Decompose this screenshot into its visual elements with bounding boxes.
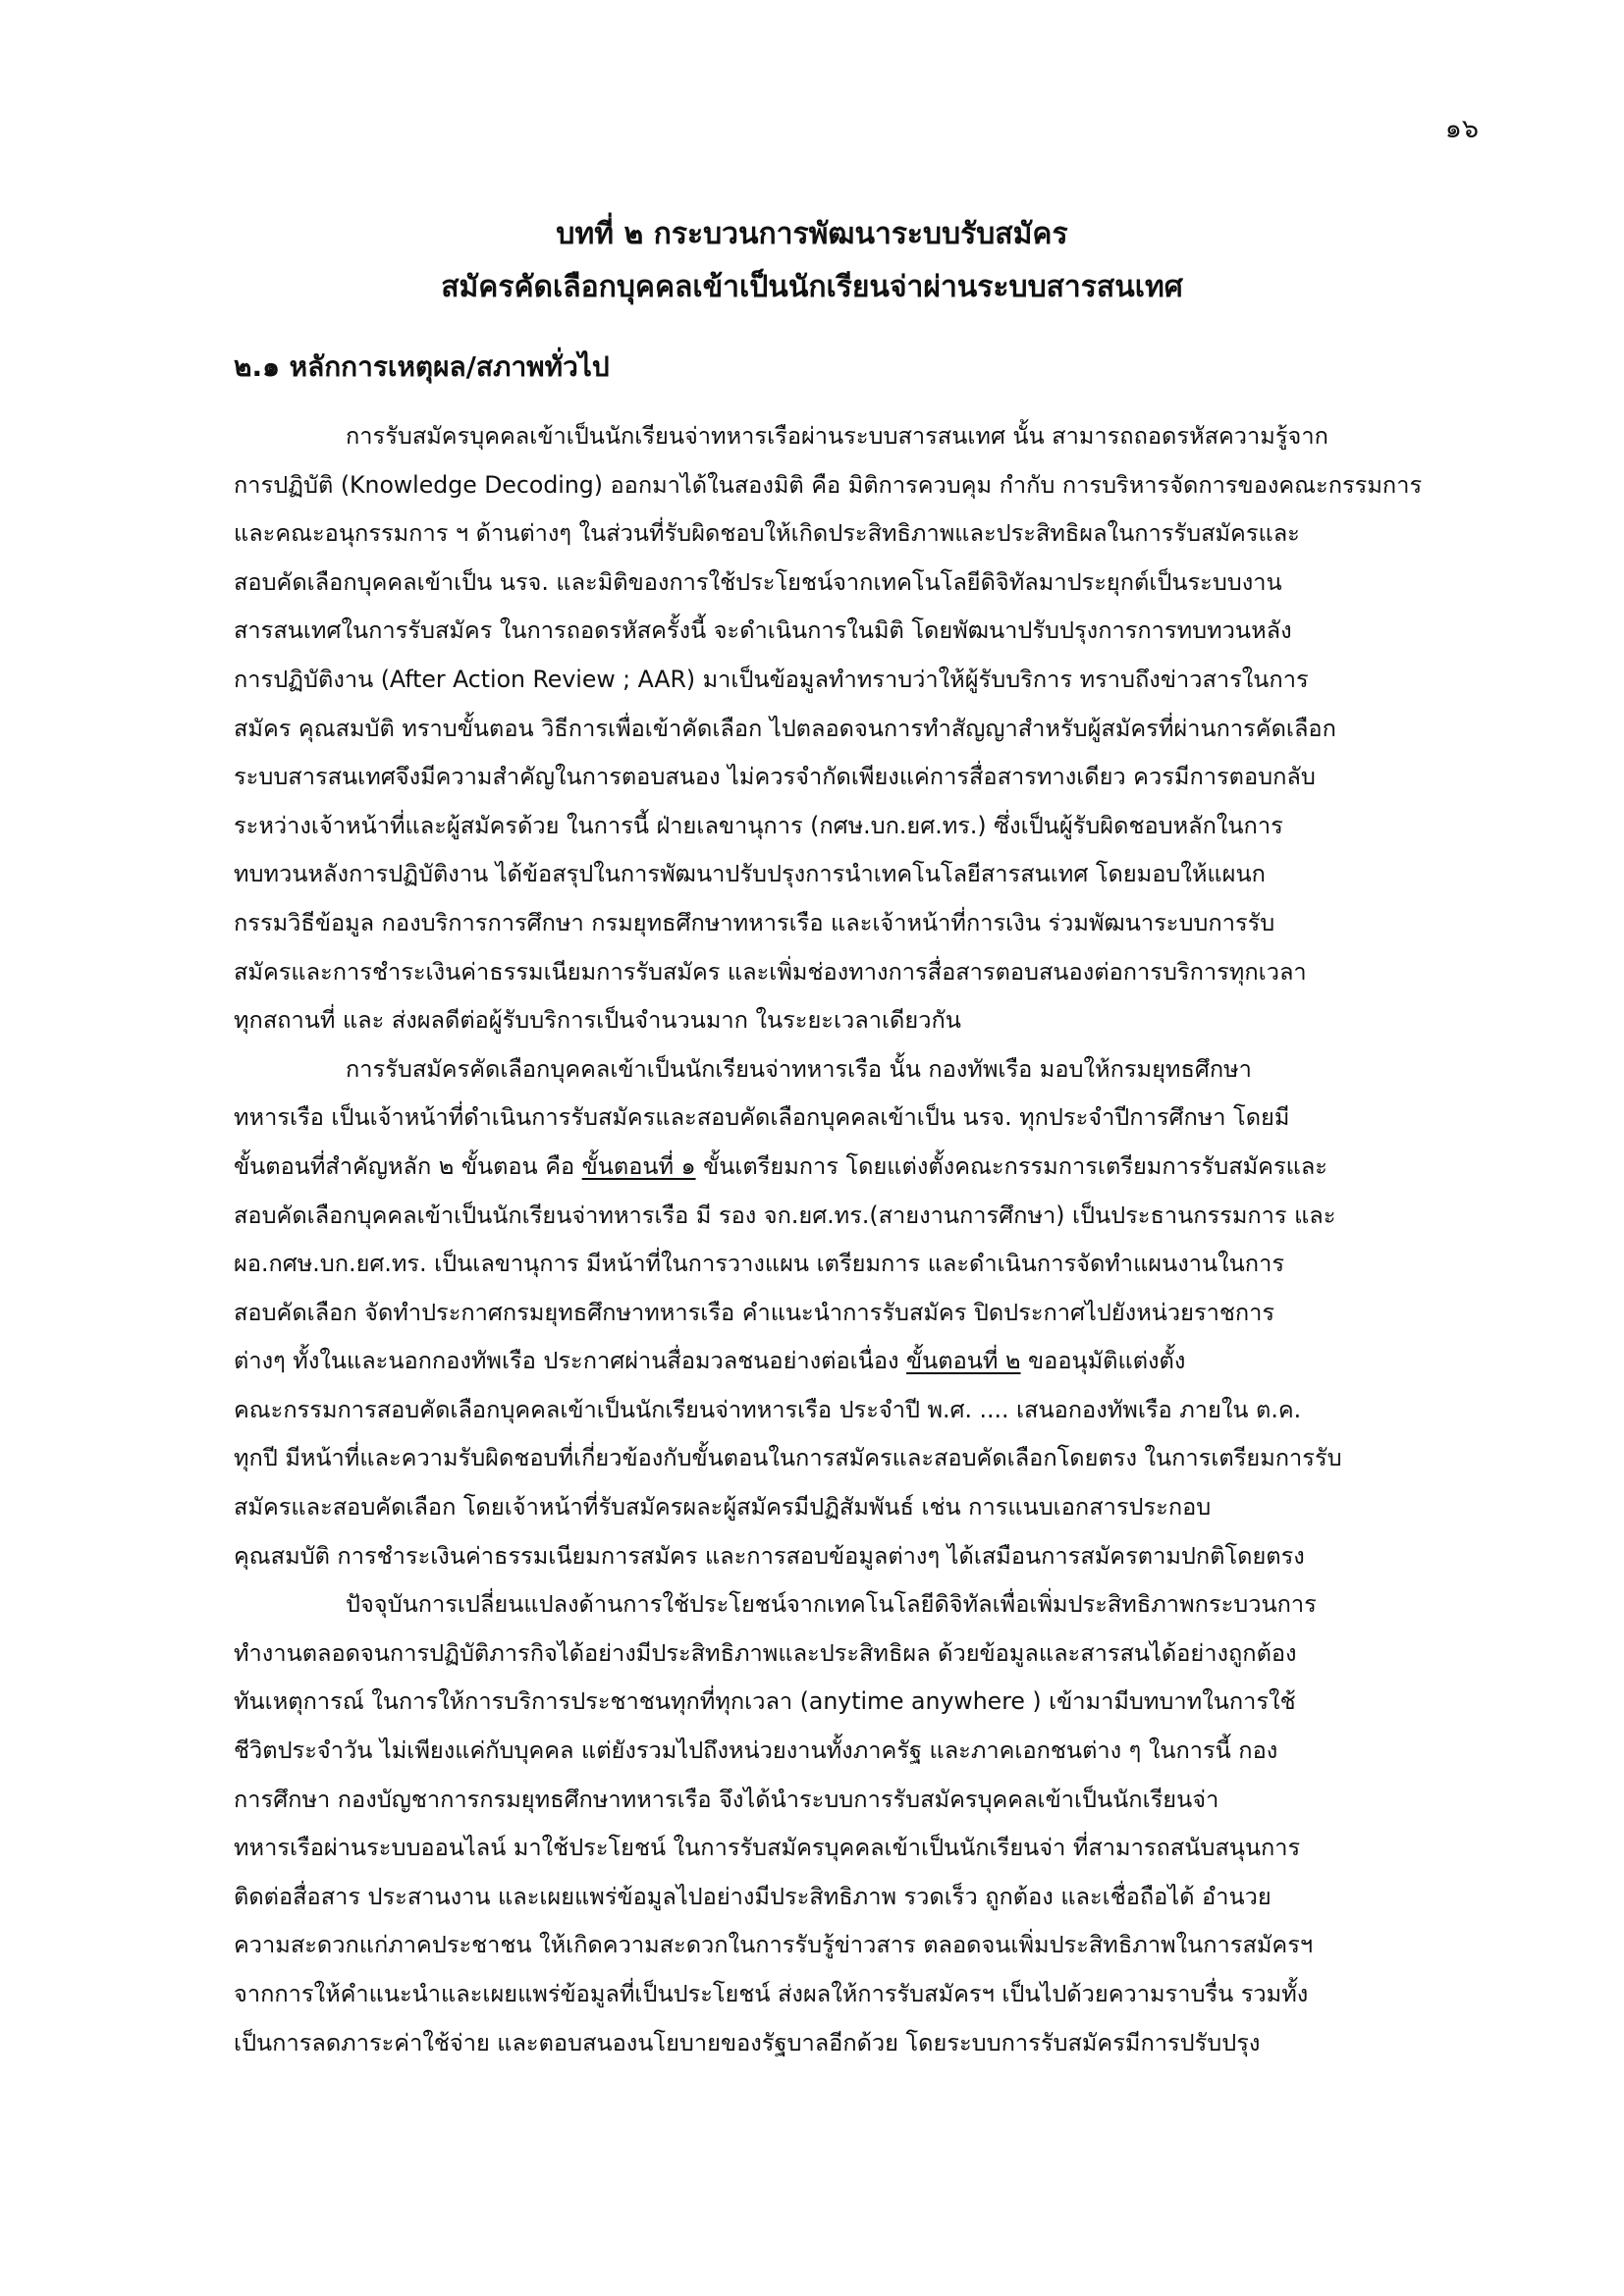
text-line [234, 1143, 1479, 1192]
text-line: ติดต่อสื่อสาร ประสานงาน และเผยแพร่ข้อมูลไปอย่างมีประสิทธิภาพ รวดเร็ว ถูกต้อง และเชื่อถือได้ อำนวย [234, 1882, 1272, 1910]
text-line [234, 1337, 1479, 1386]
text-line: ทำงานตลอดจนการปฏิบัติภารกิจได้อย่างมีประสิทธิภาพและประสิทธิผล ด้วยข้อมูลและสารสนได้อย่างถูกต้อง [234, 1638, 1297, 1667]
page-number: ๑๖ [1444, 114, 1479, 144]
text-line: ผอ.กศษ.บก.ยศ.ทร. เป็นเลขานุการ มีหน้าที่ในการวางแผน เตรียมการ และดำเนินการจัดทำแผนงานในการ [234, 1250, 1285, 1278]
underlined-step-label: ขั้นตอนที่ ๑ [581, 1151, 696, 1180]
text-segment: ขั้นตอนที่สำคัญหลัก ๒ ขั้นตอน คือ [234, 1151, 582, 1180]
text-line: ความสะดวกแก่ภาคประชาชน ให้เกิดความสะดวกในการรับรู้ข่าวสาร ตลอดจนเพิ่มประสิทธิภาพในการสมัครฯ [234, 1931, 1314, 1959]
text-segment: ขออนุมัติแต่งตั้ง [1020, 1347, 1186, 1375]
text-line: สมัคร คุณสมบัติ ทราบขั้นตอน วิธีการเพื่อเข้าคัดเลือก ไปตลอดจนการทำสัญญาสำหรับผู้สมัครที่ผ่านการคัดเลือก [234, 714, 1336, 742]
text-line: ทุกสถานที่ และ ส่งผลดีต่อผู้รับบริการเป็นจำนวนมาก ในระยะเวลาเดียวกัน [234, 1006, 961, 1035]
text-line: การศึกษา กองบัญชาการกรมยุทธศึกษาทหารเรือ จึงได้นำระบบการรับสมัครบุคคลเข้าเป็นนักเรียนจ่า [234, 1785, 1219, 1813]
section-heading: ๒.๑ หลักการเหตุผล/สภาพทั่วไป [234, 350, 610, 383]
text-line: ทันเหตุการณ์ ในการให้การบริการประชาชนทุกที่ทุกเวลา (anytime anywhere ) เข้ามามีบทบาทในการใช้ [234, 1687, 1296, 1716]
chapter-title [0, 208, 1624, 314]
underlined-step-label: ขั้นตอนที่ ๒ [906, 1347, 1021, 1375]
text-segment: ขั้นเตรียมการ โดยแต่งตั้งคณะกรรมการเตรียมการรับสมัครและ [695, 1151, 1327, 1180]
text-line: เป็นการลดภาระค่าใช้จ่าย และตอบสนองนโยบายของรัฐบาลอีกด้วย โดยระบบการรับสมัครมีการปรับปรุง [234, 2028, 1261, 2056]
text-line: และคณะอนุกรรมการ ฯ ด้านต่างๆ ในส่วนที่รับผิดชอบให้เกิดประสิทธิภาพและประสิทธิผลในการรับสมัครและ [234, 519, 1300, 548]
text-line: สอบคัดเลือกบุคคลเข้าเป็นนักเรียนจ่าทหารเรือ มี รอง จก.ยศ.ทร.(สายงานการศึกษา) เป็นประธานกรรมการ และ [234, 1201, 1336, 1229]
text-line: สมัครและการชำระเงินค่าธรรมเนียมการรับสมัคร และเพิ่มช่องทางการสื่อสารตอบสนองต่อการบริการทุกเวลา [234, 957, 1307, 986]
text-line: จากการให้คำแนะนำและเผยแพร่ข้อมูลที่เป็นประโยชน์ ส่งผลให้การรับสมัครฯ เป็นไปด้วยความราบรื่น รวมทั้ง [234, 1980, 1309, 2007]
text-line: ระหว่างเจ้าหน้าที่และผู้สมัครด้วย ในการนี้ ฝ่ายเลขานุการ (กศษ.บก.ยศ.ทร.) ซึ่งเป็นผู้รับผิดชอบหลักในการ [234, 811, 1283, 839]
text-line: การปฏิบัติ (Knowledge Decoding) ออกมาได้ในสองมิติ คือ มิติการควบคุม กำกับ การบริหารจัดการของคณะกรรมการ [234, 470, 1423, 499]
text-line: ทบทวนหลังการปฏิบัติงาน ได้ข้อสรุปในการพัฒนาปรับปรุงการนำเทคโนโลยีสารสนเทศ โดยมอบให้แผนก [234, 860, 1266, 888]
text-line: สารสนเทศในการรับสมัคร ในการถอดรหัสครั้งนี้ จะดำเนินการในมิติ โดยพัฒนาปรับปรุงการการทบทวนหลัง [234, 616, 1292, 645]
text-line: ทุกปี มีหน้าที่และความรับผิดชอบที่เกี่ยวข้องกับขั้นตอนในการสมัครและสอบคัดเลือกโดยตรง ในการเตรียมการรับ [234, 1444, 1342, 1472]
chapter-title-line-2: สมัครคัดเลือกบุคคลเข้าเป็นนักเรียนจ่าผ่านระบบสารสนเทศ [441, 270, 1183, 304]
text-line: ทหารเรือผ่านระบบออนไลน์ มาใช้ประโยชน์ ในการรับสมัครบุคคลเข้าเป็นนักเรียนจ่า ที่สามารถสนับสนุนการ [234, 1834, 1301, 1862]
body-text [234, 412, 1479, 2067]
text-line: คณะกรรมการสอบคัดเลือกบุคคลเข้าเป็นนักเรียนจ่าทหารเรือ ประจำปี พ.ศ. .... เสนอกองทัพเรือ ภายใน ต.ค. [234, 1395, 1302, 1423]
text-segment: ต่างๆ ทั้งในและนอกกองทัพเรือ ประกาศผ่านสื่อมวลชนอย่างต่อเนื่อง [234, 1347, 907, 1375]
text-line: ระบบสารสนเทศจึงมีความสำคัญในการตอบสนอง ไม่ควรจำกัดเพียงแค่การสื่อสารทางเดียว ควรมีการตอบกลับ [234, 763, 1316, 791]
text-line: สมัครและสอบคัดเลือก โดยเจ้าหน้าที่รับสมัครผละผู้สมัครมีปฏิสัมพันธ์ เช่น การแนบเอกสารประกอบ [234, 1493, 1212, 1522]
text-line: สอบคัดเลือก จัดทำประกาศกรมยุทธศึกษาทหารเรือ คำแนะนำการรับสมัคร ปิดประกาศไปยังหน่วยราชการ [234, 1298, 1275, 1326]
text-line: ชีวิตประจำวัน ไม่เพียงแค่กับบุคคล แต่ยังรวมไปถึงหน่วยงานทั้งภาครัฐ และภาคเอกชนต่าง ๆ ในการนี้ กอง [234, 1736, 1278, 1765]
text-line: การรับสมัครคัดเลือกบุคคลเข้าเป็นนักเรียนจ่าทหารเรือ นั้น กองทัพเรือ มอบให้กรมยุทธศึกษา [346, 1054, 1252, 1083]
text-line: สอบคัดเลือกบุคคลเข้าเป็น นรจ. และมิติของการใช้ประโยชน์จากเทคโนโลยีดิจิทัลมาประยุกต์เป็นระบบงาน [234, 567, 1282, 596]
chapter-title-line-1: บทที่ ๒ กระบวนการพัฒนาระบบรับสมัคร [556, 217, 1068, 251]
text-line: คุณสมบัติ การชำระเงินค่าธรรมเนียมการสมัคร และการสอบข้อมูลต่างๆ ได้เสมือนการสมัครตามปกติโดยตรง [234, 1541, 1305, 1570]
text-line: ทหารเรือ เป็นเจ้าหน้าที่ดำเนินการรับสมัครและสอบคัดเลือกบุคคลเข้าเป็น นรจ. ทุกประจำปีการศึกษา โดยมี [234, 1103, 1290, 1132]
text-line: การปฏิบัติงาน (After Action Review ; AAR) มาเป็นข้อมูลทำทราบว่าให้ผู้รับบริการ ทราบถึงข่าวสารในการ [234, 665, 1309, 693]
text-line: ปัจจุบันการเปลี่ยนแปลงด้านการใช้ประโยชน์จากเทคโนโลยีดิจิทัลเพื่อเพิ่มประสิทธิภาพกระบวนการ [346, 1590, 1317, 1619]
text-line: กรรมวิธีข้อมูล กองบริการการศึกษา กรมยุทธศึกษาทหารเรือ และเจ้าหน้าที่การเงิน ร่วมพัฒนาระบบการรับ [234, 908, 1275, 936]
text-line: การรับสมัครบุคคลเข้าเป็นนักเรียนจ่าทหารเรือผ่านระบบสารสนเทศ นั้น สามารถถอดรหัสความรู้จาก [346, 422, 1328, 450]
